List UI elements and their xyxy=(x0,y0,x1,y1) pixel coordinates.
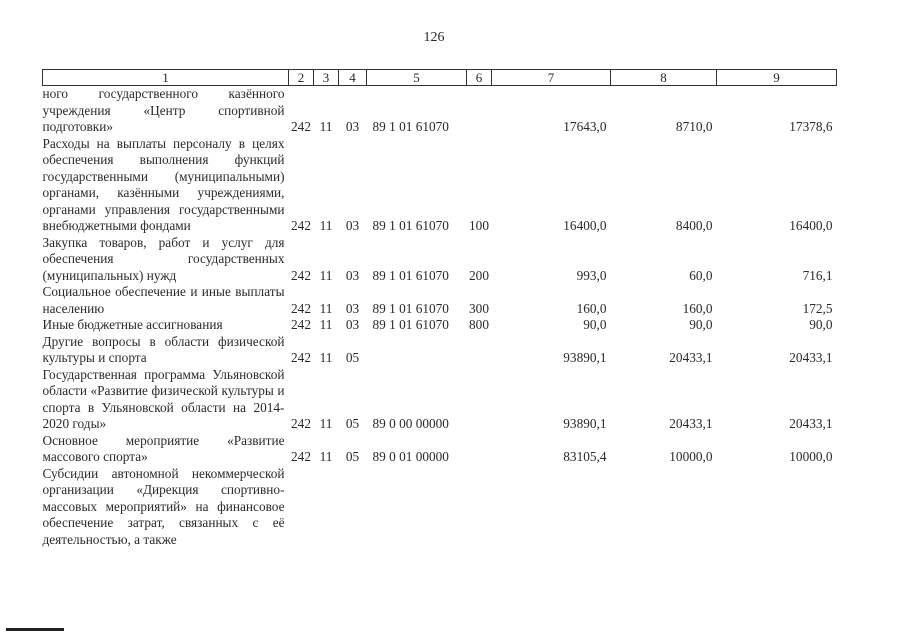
row-code-vr xyxy=(467,86,492,136)
budget-table xyxy=(42,69,837,548)
row-code-csr xyxy=(367,334,467,367)
row-code-pr: 03 xyxy=(345,119,360,134)
row-code-vr xyxy=(467,334,492,367)
row-code-rz: 11 xyxy=(319,416,333,431)
row-amount-2: 90,0 xyxy=(689,317,713,332)
row-amount-1 xyxy=(492,466,611,549)
table-row xyxy=(43,136,837,235)
row-code-gr: 242 xyxy=(291,119,311,134)
row-code-rz: 11 xyxy=(319,218,333,233)
column-header-5: 5 xyxy=(367,70,467,86)
row-code-csr xyxy=(367,466,467,549)
row-amount-1: 993,0 xyxy=(576,267,607,283)
row-amount-1: 83105,4 xyxy=(563,449,607,464)
row-code-gr: 242 xyxy=(291,350,311,365)
row-code-vr xyxy=(467,466,492,549)
table-row xyxy=(43,334,837,367)
row-code-csr: 89 1 01 61070 xyxy=(372,267,449,283)
row-name: Социальное обеспечение и иные выплаты населению xyxy=(42,284,285,316)
row-code-csr: 89 1 01 61070 xyxy=(372,119,449,134)
column-header-9: 9 xyxy=(717,70,837,86)
header-row xyxy=(43,70,837,86)
row-amount-1: 93890,1 xyxy=(563,350,607,365)
row-amount-2: 8710,0 xyxy=(675,119,713,134)
row-code-pr xyxy=(339,466,367,549)
row-amount-2: 8400,0 xyxy=(675,218,713,233)
row-code-pr: 03 xyxy=(345,267,360,283)
row-code-pr: 03 xyxy=(345,300,360,316)
row-amount-3 xyxy=(717,466,837,549)
table-row xyxy=(43,235,837,285)
row-code-gr: 242 xyxy=(291,300,311,316)
row-code-gr xyxy=(289,466,314,549)
row-amount-1: 93890,1 xyxy=(563,416,607,431)
row-code-gr: 242 xyxy=(291,416,311,431)
row-amount-1: 90,0 xyxy=(583,317,607,332)
row-amount-3: 172,5 xyxy=(802,300,833,316)
row-code-rz: 11 xyxy=(319,267,333,283)
column-header-2: 2 xyxy=(289,70,314,86)
row-amount-2: 20433,1 xyxy=(669,416,713,431)
row-name: Основное мероприятие «Развитие массового спорта» xyxy=(42,432,285,464)
row-code-gr: 242 xyxy=(291,218,311,233)
row-code-vr xyxy=(467,433,492,466)
row-amount-3: 20433,1 xyxy=(789,350,833,365)
row-code-rz: 11 xyxy=(319,449,333,464)
table-row xyxy=(43,367,837,433)
row-code-csr: 89 1 01 61070 xyxy=(372,218,449,233)
column-header-4: 4 xyxy=(339,70,367,86)
row-code-vr: 300 xyxy=(469,300,489,316)
row-name: Субсидии автономной некоммерческой организации «Дирекция спортивно-массовых мероприятий» на финансовое обеспечение затрат, связанных с её деятельностью, а также xyxy=(42,465,285,547)
table-row xyxy=(43,466,837,549)
row-amount-3: 90,0 xyxy=(809,317,833,332)
row-code-gr: 242 xyxy=(291,449,311,464)
row-name: ного государственного казённого учреждения «Центр спортивной подготовки» xyxy=(42,86,285,134)
row-code-csr: 89 0 01 00000 xyxy=(372,449,449,464)
row-amount-2: 20433,1 xyxy=(669,350,713,365)
row-code-vr xyxy=(467,367,492,433)
row-amount-3: 716,1 xyxy=(802,267,833,283)
row-code-pr: 05 xyxy=(345,416,360,431)
row-amount-1: 160,0 xyxy=(576,300,607,316)
row-code-gr: 242 xyxy=(291,267,311,283)
row-amount-2: 10000,0 xyxy=(669,449,713,464)
row-code-vr: 200 xyxy=(469,267,489,283)
table-row xyxy=(43,317,837,334)
row-amount-2: 160,0 xyxy=(682,300,713,316)
table-body xyxy=(43,86,837,549)
row-amount-2 xyxy=(611,466,717,549)
row-name: Иные бюджетные ассигнования xyxy=(42,317,223,332)
table-row xyxy=(43,284,837,317)
row-code-vr: 100 xyxy=(469,218,489,233)
row-code-pr: 05 xyxy=(345,350,360,365)
row-code-csr: 89 1 01 61070 xyxy=(372,317,449,332)
column-header-1: 1 xyxy=(43,70,289,86)
row-code-rz: 11 xyxy=(319,300,333,316)
row-amount-2: 60,0 xyxy=(689,267,713,283)
row-code-rz: 11 xyxy=(319,119,333,134)
column-header-6: 6 xyxy=(467,70,492,86)
row-amount-1: 17643,0 xyxy=(563,119,607,134)
row-name: Расходы на выплаты персоналу в целях обеспечения выполнения функций государственными (муниципальными) органами, казёнными учреждениями, органами управления государственными внебюджетными фондами xyxy=(42,135,285,233)
row-code-gr: 242 xyxy=(291,317,311,332)
row-name: Закупка товаров, работ и услуг для обеспечения государственных (муниципальных) нужд xyxy=(42,234,285,283)
table-row xyxy=(43,86,837,136)
column-header-7: 7 xyxy=(492,70,611,86)
row-amount-1: 16400,0 xyxy=(563,218,607,233)
row-amount-3: 20433,1 xyxy=(789,416,833,431)
column-header-8: 8 xyxy=(611,70,717,86)
row-code-vr: 800 xyxy=(469,317,489,332)
row-code-rz: 11 xyxy=(319,350,333,365)
row-code-pr: 03 xyxy=(345,218,360,233)
row-code-csr: 89 1 01 61070 xyxy=(372,300,449,316)
row-code-csr: 89 0 00 00000 xyxy=(372,416,449,431)
page-number: 126 xyxy=(423,30,445,45)
table-row xyxy=(43,433,837,466)
row-amount-3: 16400,0 xyxy=(789,218,833,233)
row-code-rz xyxy=(314,466,339,549)
bottom-rule xyxy=(6,628,64,631)
row-name: Государственная программа Ульяновской области «Развитие физической культуры и спорта в Ульяновской области на 2014-2020 годы» xyxy=(42,366,285,431)
row-name: Другие вопросы в области физической культуры и спорта xyxy=(42,333,285,365)
row-amount-3: 10000,0 xyxy=(789,449,833,464)
row-code-rz: 11 xyxy=(319,317,333,332)
row-code-pr: 03 xyxy=(345,317,360,332)
column-header-3: 3 xyxy=(314,70,339,86)
row-amount-3: 17378,6 xyxy=(789,119,833,134)
row-code-pr: 05 xyxy=(345,449,360,464)
